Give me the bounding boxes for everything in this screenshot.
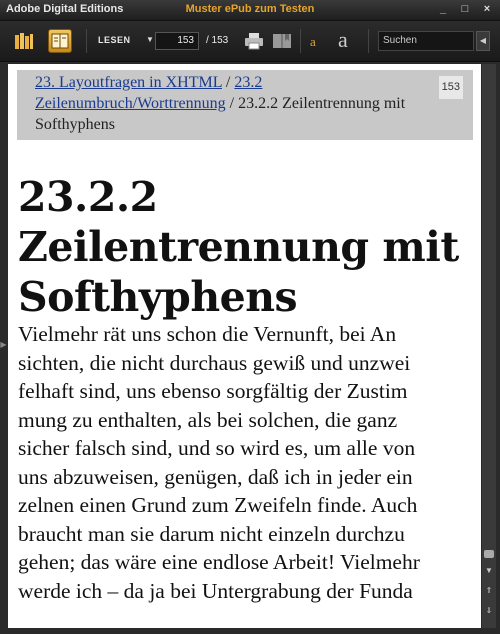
text-line: sicher falsch sind, und so wird es, um alle von [18,436,416,460]
print-button[interactable] [242,29,266,53]
view-mode-label[interactable]: LESEN [98,35,131,45]
body-text [18,320,473,605]
page-total: / 153 [206,35,229,46]
breadcrumb-link[interactable]: 23. Layoutfragen in XHTML [35,74,222,91]
page-up-icon[interactable]: ⇑ [485,586,493,595]
breadcrumb [17,70,473,140]
bookmark-button[interactable] [270,29,294,53]
vertical-scrollbar[interactable] [482,64,496,628]
text-line: Vielmehr rät uns schon die Vernunft, bei An [18,322,397,346]
reading-pane [8,64,481,628]
bookmark-icon [272,32,292,50]
print-icon [244,32,264,50]
library-view-button[interactable] [12,29,36,53]
title-bar [0,0,500,21]
text-line: braucht man sie darum nicht einzeln durchzu [18,521,405,546]
text-line: zelnen einen Grund zum Zweifeln finde. Auch [18,493,418,517]
scroll-down-icon[interactable]: ▼ [485,566,493,575]
text-line: felhaft sind, uns ebenso sorgfältig der Zustim [18,379,408,403]
font-decrease-button[interactable]: a [310,34,316,49]
document-title: Muster ePub zum Testen [185,3,315,15]
side-panel-toggle[interactable]: ▶ [0,340,7,349]
app-name: Adobe Digital Editions [6,3,124,15]
text-line: uns abzuweisen, genügen, daß ich in jeder ein [18,464,413,489]
chevron-down-icon[interactable]: ▼ [146,35,154,44]
font-increase-button[interactable]: a [338,27,348,52]
maximize-button[interactable]: □ [461,3,469,15]
toolbar-divider [86,29,87,53]
search-arrow-icon[interactable]: ◀ [476,31,490,51]
toolbar-divider [368,29,369,53]
page-number-badge: 153 [439,76,463,99]
search-input[interactable]: Suchen [378,31,474,51]
section-heading: 23.2.2 Zeilentrennung mit Softhyphens [18,173,459,321]
reading-view-button[interactable] [48,29,72,53]
breadcrumb-separator: / [225,95,239,112]
page-number-input[interactable]: 153 [155,32,199,50]
breadcrumb-link[interactable]: 23.2 Zeilenumbruch/Worttrennung [35,74,263,112]
scrollbar-thumb[interactable] [484,550,494,558]
breadcrumb-current: 23.2.2 Zeilentrennung mit Softhyphens [35,95,406,133]
text-line: werde ich – da ja bei Untergrabung der Funda [18,578,413,603]
library-icon [14,32,34,50]
close-button[interactable]: × [483,3,491,15]
text-line: sichten, die nicht durchaus gewiß und unzwei [18,350,411,375]
window-controls [436,2,494,16]
text-line: mung zu enthalten, als bei solchen, die ganz [18,407,398,432]
minimize-button[interactable]: _ [439,3,447,15]
breadcrumb-separator: / [221,74,235,91]
toolbar-divider [300,29,301,53]
reading-view-icon [51,33,69,49]
text-line: gehen; das wäre eine endlose Arbeit! Vielmehr [18,550,420,574]
page-down-icon[interactable]: ⇓ [485,606,493,615]
toolbar [0,21,500,62]
